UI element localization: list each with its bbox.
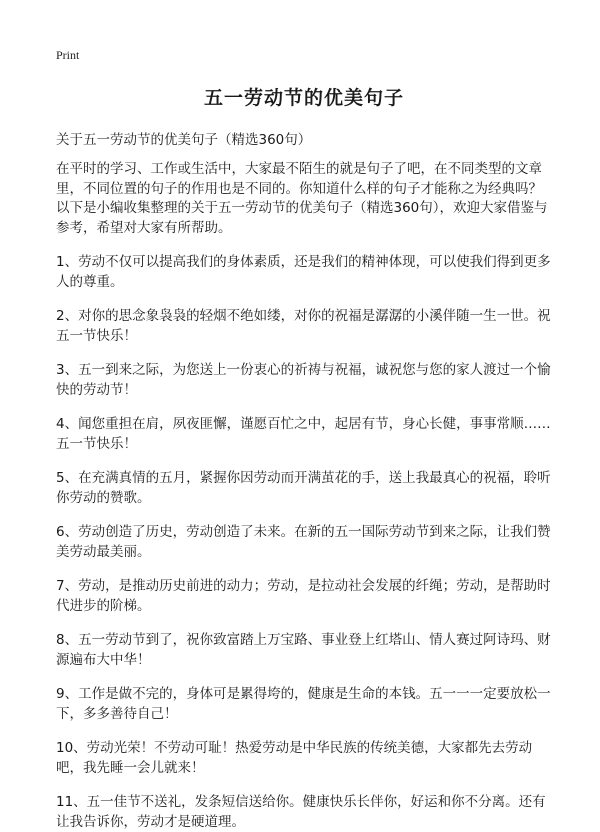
sentence-item-8: 8、五一劳动节到了，祝你致富踏上万宝路、事业登上红塔山、情人赛过阿诗玛、财源遍布大中华！	[56, 632, 551, 668]
page-title: 五一劳动节的优美句子	[203, 87, 404, 109]
sentence-item-9: 9、工作是做不完的，身体可是累得垮的，健康是生命的本钱。五一一一定要放松一下，多多善待自己！	[56, 686, 551, 722]
intro-paragraph: 在平时的学习、工作或生活中，大家最不陌生的就是句子了吧，在不同类型的文章里，不同位置的句子的作用也是不同的。你知道什么样的句子才能称之为经典吗？以下是小编收集整理的关于五一劳动节的优美句子（精选360句），欢迎大家借鉴与参考，希望对大家有所帮助。	[56, 161, 548, 236]
sentence-item-5: 5、在充满真情的五月，紧握你因劳动而开满茧花的手，送上我最真心的祝福，聆听你劳动的赞歌。	[56, 470, 551, 506]
sentence-item-2: 2、对你的思念象袅袅的轻烟不绝如缕，对你的祝福是潺潺的小溪伴随一生一世。祝五一节快乐！	[56, 308, 551, 344]
document-subtitle: 关于五一劳动节的优美句子（精选360句）	[56, 132, 312, 148]
sentence-item-4: 4、闻您重担在肩，夙夜匪懈，谨愿百忙之中，起居有节，身心长健，事事常顺……五一节快乐！	[56, 416, 551, 452]
sentence-item-7: 7、劳动，是推动历史前进的动力；劳动，是拉动社会发展的纤绳；劳动，是帮助时代进步的阶梯。	[56, 578, 551, 614]
print-link[interactable]: Print	[56, 48, 80, 62]
sentence-item-3: 3、五一到来之际，为您送上一份衷心的祈祷与祝福，诚祝您与您的家人渡过一个愉快的劳动节！	[56, 362, 551, 398]
sentence-item-6: 6、劳动创造了历史，劳动创造了未来。在新的五一国际劳动节到来之际，让我们赞美劳动最美丽。	[56, 524, 551, 560]
sentence-item-1: 1、劳动不仅可以提高我们的身体素质，还是我们的精神体现，可以使我们得到更多人的尊重。	[56, 254, 551, 290]
sentence-item-11: 11、五一佳节不送礼，发条短信送给你。健康快乐长伴你，好运和你不分离。还有让我告诉你，劳动才是硬道理。	[56, 794, 546, 830]
sentence-item-10: 10、劳动光荣！不劳动可耻！热爱劳动是中华民族的传统美德，大家都先去劳动吧，我先睡一会儿就来！	[56, 740, 533, 776]
